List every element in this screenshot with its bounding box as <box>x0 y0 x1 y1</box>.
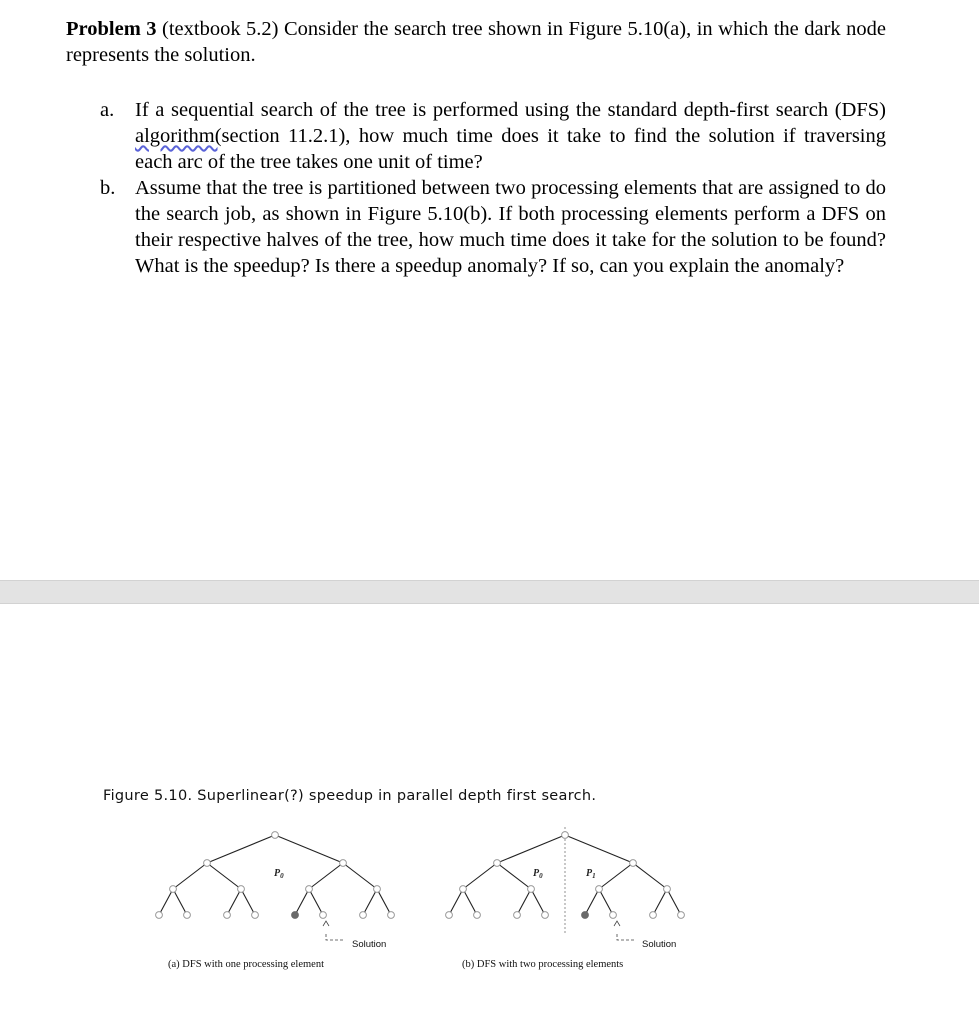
tree-edge <box>241 889 255 915</box>
tree-edge <box>363 889 377 915</box>
tree-node <box>678 912 685 919</box>
solution-pointer-b <box>614 921 636 940</box>
tree-edge <box>633 863 667 889</box>
processor-label-p0: $P_0$ <box>533 868 543 880</box>
question-b <box>100 175 886 279</box>
tree-node <box>360 912 367 919</box>
figure-caption: Figure 5.10. Superlinear(?) speedup in parallel depth first search. <box>103 788 597 804</box>
tree-edge <box>565 835 633 863</box>
tree-edge <box>343 863 377 889</box>
tree-node <box>446 912 453 919</box>
question-text: If a sequential search of the tree is performed using the standard depth-first search (DFS) <box>135 99 886 121</box>
question-text: Assume that the tree is partitioned between two processing elements that are assigned to do the search job, as shown in Figure 5.10(b). If both processing elements perform a DFS on their respective halves of the tree, how much time does it take for the solution to be found? What is the speedup? Is there a speedup anomaly? If so, can you explain the anomaly? <box>135 177 886 277</box>
solution-node <box>292 912 299 919</box>
solution-pointer-a <box>323 921 344 940</box>
tree-edge <box>173 889 187 915</box>
problem-label: Problem 3 <box>66 18 157 40</box>
tree-edge <box>173 863 207 889</box>
question-a <box>100 97 886 175</box>
processor-label-p0: $P_0$ <box>274 868 284 880</box>
tree-node <box>224 912 231 919</box>
solution-label: Solution <box>642 939 677 950</box>
tree-node <box>170 886 177 893</box>
tree-node <box>494 860 501 867</box>
tree-node <box>320 912 327 919</box>
tree-node <box>542 912 549 919</box>
tree-edge <box>463 863 497 889</box>
tree-edge <box>667 889 681 915</box>
tree-node <box>562 832 569 839</box>
tree-edge <box>531 889 545 915</box>
tree-node <box>252 912 259 919</box>
tree-edge <box>463 889 477 915</box>
tree-edge <box>599 889 613 915</box>
page-divider <box>0 580 979 604</box>
tree-node <box>204 860 211 867</box>
tree-node <box>664 886 671 893</box>
tree-node <box>514 912 521 919</box>
tree-edge <box>207 863 241 889</box>
tree-node <box>474 912 481 919</box>
tree-node <box>596 886 603 893</box>
problem-intro: (textbook 5.2) Consider the search tree shown in Figure 5.10(a), in which the dark node represents the solution. <box>66 18 886 66</box>
question-marker: b. <box>100 177 116 199</box>
solution-label: Solution <box>352 939 387 950</box>
panel-b-caption: (b) DFS with two processing elements <box>462 959 624 970</box>
tree-node <box>630 860 637 867</box>
question-text: section 11.2.1), how much time does it take to find the solution if traversing each arc of the tree takes one unit of time? <box>135 125 886 173</box>
tree-node <box>460 886 467 893</box>
question-marker: a. <box>100 99 115 121</box>
tree-edge <box>309 863 343 889</box>
panel-a-caption: (a) DFS with one processing element <box>168 959 325 970</box>
tree-edge <box>207 835 275 863</box>
tree-edge <box>227 889 241 915</box>
tree-node <box>528 886 535 893</box>
tree-node <box>238 886 245 893</box>
question-list <box>100 97 886 279</box>
tree-edge <box>449 889 463 915</box>
tree-node <box>610 912 617 919</box>
problem-statement <box>66 16 886 68</box>
tree-edge <box>517 889 531 915</box>
tree-edge <box>497 863 531 889</box>
tree-edge <box>275 835 343 863</box>
tree-edge <box>295 889 309 915</box>
tree-edge <box>159 889 173 915</box>
processor-label-p1: $P_1$ <box>586 868 596 880</box>
tree-b <box>446 827 685 935</box>
tree-node <box>650 912 657 919</box>
tree-edge <box>653 889 667 915</box>
tree-node <box>340 860 347 867</box>
tree-edge <box>377 889 391 915</box>
tree-node <box>306 886 313 893</box>
tree-node <box>374 886 381 893</box>
tree-edge <box>497 835 565 863</box>
solution-node <box>582 912 589 919</box>
tree-node <box>184 912 191 919</box>
tree-node <box>388 912 395 919</box>
tree-edge <box>599 863 633 889</box>
tree-edge <box>309 889 323 915</box>
tree-edge <box>585 889 599 915</box>
spellcheck-word[interactable]: algorithm( <box>135 125 222 147</box>
tree-node <box>272 832 279 839</box>
figure-diagram <box>0 820 979 980</box>
tree-node <box>156 912 163 919</box>
